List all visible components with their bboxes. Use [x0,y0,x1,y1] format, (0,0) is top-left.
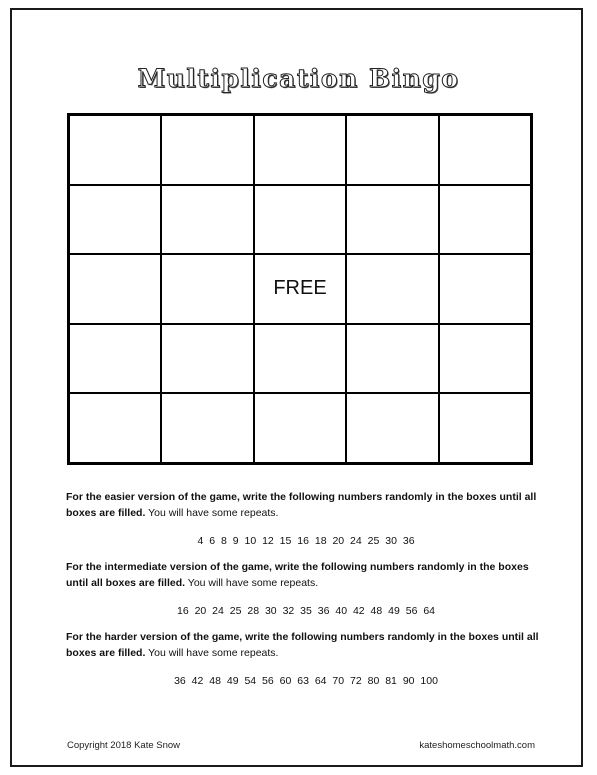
instructions-section [66,489,546,699]
bingo-cell [254,324,346,394]
bingo-cell [439,324,531,394]
bingo-cell [161,185,253,255]
harder-version-note: You will have some repeats. [145,647,279,659]
bingo-cell [69,115,161,185]
bingo-card-grid [67,113,533,465]
bingo-cell [161,324,253,394]
bingo-cell [69,185,161,255]
bingo-cell [439,254,531,324]
bingo-cell [346,185,438,255]
easier-version-numbers: 4 6 8 9 10 12 15 16 18 20 24 25 30 36 [197,535,415,547]
bingo-cell [69,393,161,463]
bingo-cell [439,115,531,185]
bingo-cell [254,115,346,185]
intermediate-version-note: You will have some repeats. [185,577,319,589]
bingo-cell [161,393,253,463]
bingo-cell [439,393,531,463]
bingo-cell [161,254,253,324]
intermediate-version-bold-text: For the intermediate version of the game, write the following numbers randomly in the boxes until all boxes are filled. [66,561,529,589]
intermediate-version-instructions [66,559,546,591]
bingo-cell [254,185,346,255]
free-space-cell: FREE [254,254,346,324]
bingo-cell [69,254,161,324]
easier-version-instructions [66,489,546,521]
intermediate-version-numbers: 16 20 24 25 28 30 32 35 36 40 42 48 49 56 64 [176,605,436,617]
bingo-cell [346,115,438,185]
harder-version-bold-text: For the harder version of the game, write the following numbers randomly in the boxes until all boxes are filled. [66,631,539,659]
bingo-cell [346,254,438,324]
bingo-cell [346,393,438,463]
bingo-cell [69,324,161,394]
bingo-cell [254,393,346,463]
bingo-cell [161,115,253,185]
bingo-cell [346,324,438,394]
harder-version-numbers: 36 42 48 49 54 56 60 63 64 70 72 80 81 90 100 [174,675,438,687]
page-title: Multiplication Bingo [137,64,460,93]
copyright-text: Copyright 2018 Kate Snow [67,740,181,751]
easier-version-note: You will have some repeats. [145,507,279,519]
easier-version-bold-text: For the easier version of the game, write the following numbers randomly in the boxes until all boxes are filled. [66,491,537,519]
bingo-cell [439,185,531,255]
website-text: kateshomeschoolmath.com [419,740,535,751]
harder-version-instructions [66,629,546,661]
